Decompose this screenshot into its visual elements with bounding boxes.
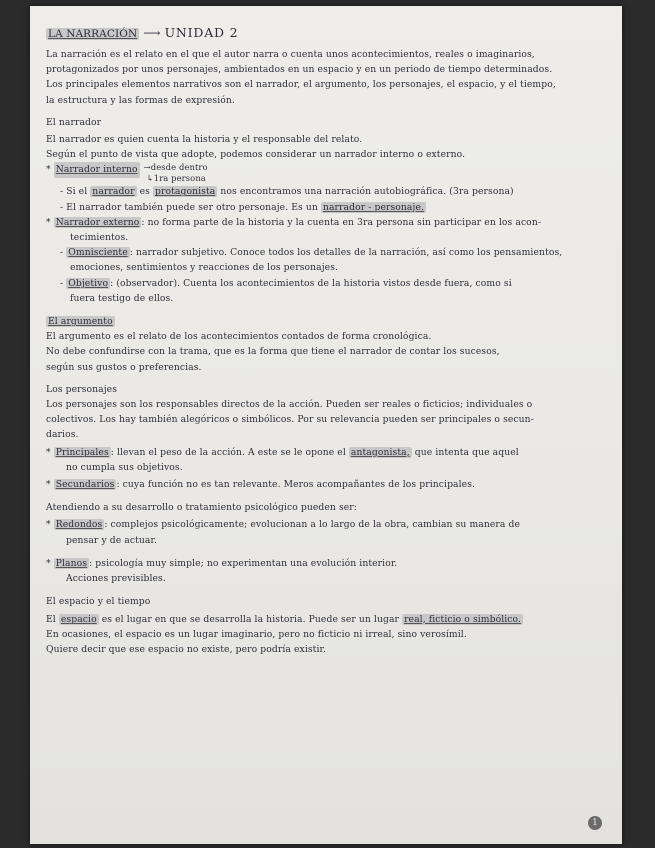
espacio-line-3: Quiere decir que ese espacio no existe, pero podría existir. [46, 643, 326, 655]
narrador-externo-label: Narrador externo [55, 216, 140, 228]
personajes-line: darios. [46, 429, 79, 441]
intro-line: protagonizados por unos personajes, ambientados en un espacio y en un periodo de tiempo determinados. [46, 64, 553, 76]
text-span: : llevan el peso de la acción. A este se le opone el [110, 446, 346, 458]
highlight: narrador - personaje. [322, 201, 425, 213]
personajes-line: Los personajes son los responsables directos de la acción. Pueden ser reales o ficticios; individuales o [46, 399, 533, 411]
intro-paragraph [46, 47, 612, 108]
objetivo-label: Objetivo [68, 277, 109, 289]
intro-line: Los principales elementos narrativos son el narrador, el argumento, los personajes, el espacio, y el tiempo, [46, 79, 556, 91]
argumento-line: El argumento es el relato de los acontecimientos contados de forma cronológica. [46, 331, 432, 343]
argumento-line: No debe confundirse con la trama, que es la forma que tiene el narrador de contar los sucesos, [46, 346, 500, 358]
asterisk-bullet-icon: * [46, 164, 51, 176]
section-heading-narrador: El narrador [46, 116, 102, 128]
dash: - [60, 247, 64, 259]
text-span: nos encontramos una narración autobiográfica. (3ra persona) [220, 186, 514, 198]
asterisk-bullet-icon: * [46, 446, 51, 458]
highlight: real, ficticio o simbólico. [404, 613, 522, 625]
branch-text: desde dentro [150, 162, 208, 173]
heading-text: El argumento [48, 316, 113, 328]
secundarios-label: Secundarios [55, 479, 115, 491]
principales-line [46, 445, 612, 460]
text-span: : cuya función no es tan relevante. Meros acompañantes de los principales. [116, 479, 476, 491]
narrador-interno-label: Narrador interno [54, 162, 140, 177]
redondos-cont: pensar y de actuar. [66, 534, 158, 546]
text-span: : (observador). Cuenta los acontecimientos de la historia vistos desde fuera, como si [110, 277, 512, 289]
branch-text: 1ra persona [153, 173, 206, 184]
asterisk-bullet-icon: * [46, 479, 51, 491]
objetivo-line [46, 276, 612, 291]
text-span: - Si el [60, 186, 88, 198]
notebook-page [30, 6, 622, 844]
branches [144, 162, 208, 184]
intro-line: la estructura y las formas de expresión. [46, 94, 235, 106]
redondos-label: Redondos [55, 519, 103, 531]
title-label: LA NARRACIÓN [48, 28, 138, 40]
asterisk-bullet-icon: * [46, 519, 51, 531]
narrador-interno-diagram [46, 162, 612, 184]
narrador-line: El narrador es quien cuenta la historia y el responsable del relato. [46, 134, 363, 146]
text-span: es [139, 186, 150, 198]
argumento-line: según sus gustos o preferencias. [46, 361, 202, 373]
page-content [46, 24, 612, 657]
text-span: El [46, 613, 56, 625]
objetivo-cont: fuera testigo de ellos. [70, 292, 174, 304]
dash: - [60, 277, 64, 289]
text-span: es el lugar en que se desarrolla la historia. Puede ser un lugar [101, 613, 400, 625]
section-heading-espacio: El espacio y el tiempo [46, 596, 151, 608]
highlight: antagonista, [350, 446, 410, 458]
omnisciente-cont: emociones, sentimientos y reacciones de los personajes. [70, 262, 339, 274]
page-number: 1 [588, 816, 602, 830]
planos-label: Planos [55, 557, 88, 569]
text-span: : no forma parte de la historia y la cuenta en 3ra persona sin participar en los acon- [141, 216, 542, 228]
arrow-down-right-icon: ↳ [146, 173, 154, 184]
narrador-externo-cont: tecimientos. [70, 232, 129, 244]
omnisciente-label: Omnisciente [68, 247, 128, 259]
narrador-externo-line [46, 215, 612, 230]
section-heading-personajes: Los personajes [46, 383, 118, 395]
unit-label: UNIDAD 2 [164, 25, 239, 40]
page-title [46, 24, 612, 43]
planos-line [46, 556, 612, 571]
highlight: espacio [60, 613, 97, 625]
narrador-line: Según el punto de vista que adopte, podemos considerar un narrador interno o externo. [46, 149, 466, 161]
principales-label: Principales [55, 446, 109, 458]
text-span: : psicología muy simple; no experimentan una evolución interior. [89, 557, 398, 569]
omnisciente-line [46, 245, 612, 260]
text-span: - El narrador también puede ser otro personaje. Es un [60, 201, 318, 213]
principales-cont: no cumpla sus objetivos. [66, 461, 183, 473]
interno-sub-1 [46, 184, 612, 199]
intro-line: La narración es el relato en el que el autor narra o cuenta unos acontecimientos, reales o imaginarios, [46, 49, 535, 60]
text-span: : narrador subjetivo. Conoce todos los detalles de la narración, así como los pensamientos, [129, 247, 563, 259]
personajes-line: colectivos. Los hay también alegóricos o simbólicos. Por su relevancia pueden ser principales o secun- [46, 414, 534, 426]
arrow-right-icon: ⟶ [143, 26, 161, 40]
planos-cont: Acciones previsibles. [66, 573, 166, 585]
asterisk-bullet-icon: * [46, 557, 51, 569]
atendiendo-line: Atendiendo a su desarrollo o tratamiento psicológico pueden ser: [46, 502, 357, 514]
asterisk-bullet-icon: * [46, 216, 51, 228]
highlight: protagonista [154, 186, 216, 198]
redondos-line [46, 517, 612, 532]
secundarios-line [46, 477, 612, 492]
text-span: : complejos psicológicamente; evolucionan a lo largo de la obra, cambian su manera de [104, 519, 521, 531]
espacio-line-1 [46, 612, 612, 627]
text-span: que intenta que aquel [414, 446, 519, 458]
arrow-right-icon: → [143, 162, 151, 173]
interno-sub-2 [46, 200, 612, 215]
section-heading-argumento [46, 314, 612, 329]
espacio-line-2: En ocasiones, el espacio es un lugar imaginario, pero no ficticio ni irreal, sino verosímil. [46, 628, 467, 640]
highlight: narrador [92, 186, 135, 198]
